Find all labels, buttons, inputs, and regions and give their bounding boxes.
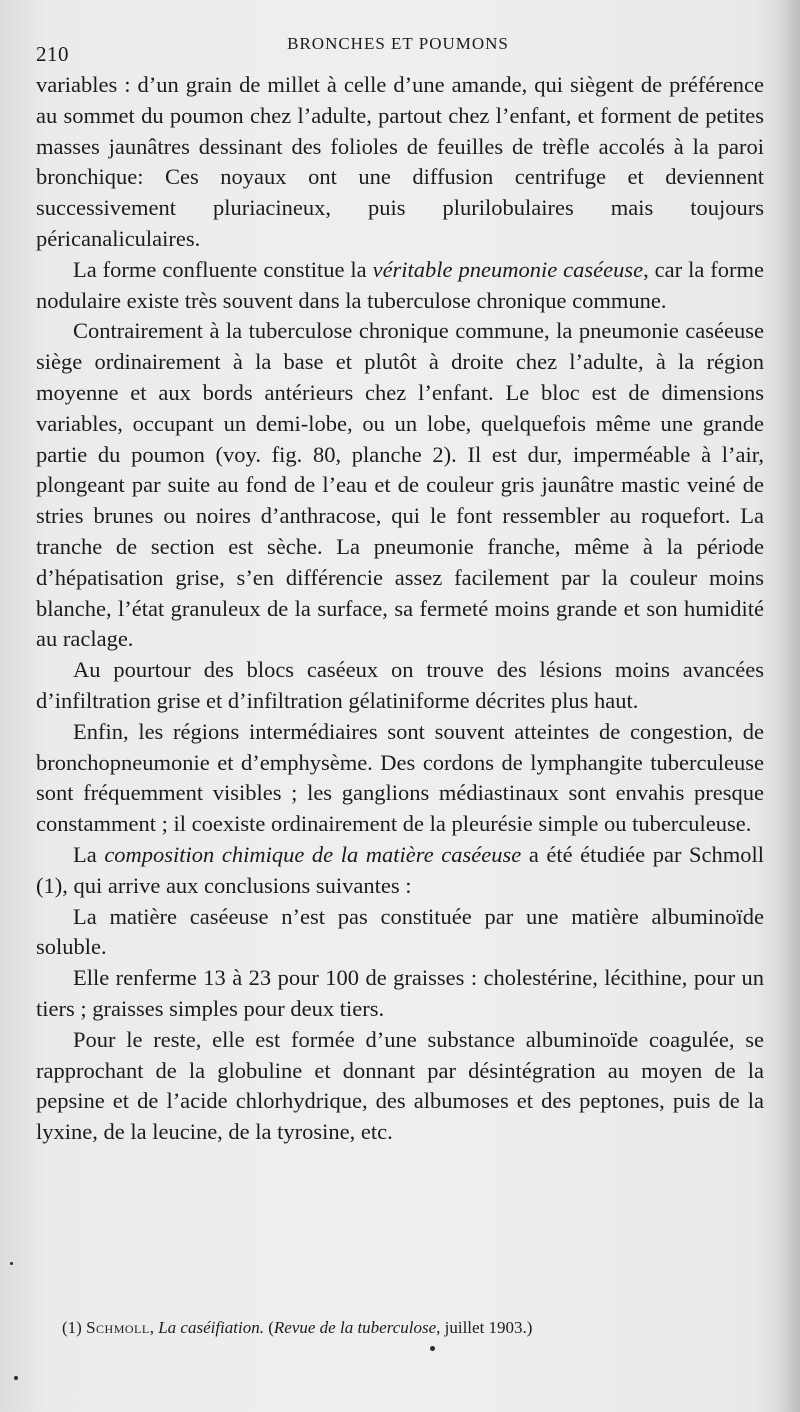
paragraph bbox=[36, 902, 764, 964]
paragraph bbox=[36, 655, 764, 717]
italic-text: Revue de la tuberculose bbox=[273, 1318, 437, 1337]
italic-text: composition chimique de la matière caséeuse bbox=[104, 841, 522, 867]
italic-text: La caséifiation. bbox=[158, 1318, 264, 1337]
text-run: variables : d’un grain de millet à celle d’une amande, qui siègent de préférence au sommet du poumon chez l’adulte, partout chez l’enfant, et forment de petites masses jaunâtres dessinant des folioles de feuilles de trèfle accolés à la paroi bronchique: Ces noyaux ont une diffusion centrifuge et deviennent successivement pluriacineux, puis plurilobulaires mais toujours péricanaliculaires. bbox=[36, 72, 764, 251]
paragraph bbox=[36, 316, 764, 655]
text-run: Elle renferme 13 à 23 pour 100 de graisses : cholestérine, lécithine, pour un tiers ; graisses simples pour deux tiers. bbox=[36, 965, 764, 1021]
running-head bbox=[36, 32, 760, 66]
text-run: Enfin, les régions intermédiaires sont souvent atteintes de congestion, de bronchopneumonie et d’emphysème. Des cordons de lymphangite tuberculeuse sont fréquemment visibles ; les ganglions médiastinaux sont envahis presque constamment ; il coexiste ordinairement de la pleurésie simple ou tuberculeuse. bbox=[36, 718, 764, 837]
text-run: Contrairement à la tuberculose chronique commune, la pneumonie caséeuse siège ordinairement à la base et plutôt à droite chez l’adulte, à la région moyenne et aux bords antérieurs chez l’enfant. Le bloc est de dimensions variables, occupant un demi-lobe, ou un lobe, quelquefois même une grande partie du poumon (voy. fig. 80, planche 2). Il est dur, imperméable à l’air, plongeant par suite au fond de l’eau et de couleur gris jaunâtre mastic veiné de stries brunes ou noires d’anthracose, qui le font ressembler au roquefort. La tranche de section est sèche. La pneumonie franche, même à la période d’hépatisation grise, s’en différencie assez facilement par la couleur moins blanche, l’état granuleux de la surface, sa fermeté moins grande et son humidité au raclage. bbox=[36, 318, 764, 652]
footnote bbox=[62, 1316, 762, 1340]
text-run: , car la forme nodulaire existe très souvent dans la tuberculose chronique commune. bbox=[36, 256, 764, 313]
text-run: La forme confluente constitue la bbox=[73, 256, 373, 282]
text-run: La matière caséeuse n’est pas constituée par une matière albuminoïde soluble. bbox=[36, 903, 764, 960]
text-run: Au pourtour des blocs caséeux on trouve des lésions moins avancées d’infiltration grise et d’infiltration gélatiniforme décrites plus haut. bbox=[36, 657, 764, 713]
paragraph bbox=[36, 1025, 764, 1148]
text-run: a été étudiée par Schmoll (1), qui arrive aux conclusions suivantes : bbox=[36, 841, 765, 898]
author-name: Schmoll bbox=[86, 1318, 150, 1337]
paragraph bbox=[36, 963, 764, 1025]
page-edge-shadow bbox=[778, 0, 800, 1412]
text-run: , bbox=[149, 1318, 159, 1337]
paragraph bbox=[36, 255, 764, 317]
text-run: La bbox=[73, 841, 105, 867]
italic-text: véritable pneumonie caséeuse bbox=[372, 256, 644, 282]
paragraph bbox=[36, 70, 764, 255]
page-number: 210 bbox=[36, 42, 69, 66]
body-text bbox=[36, 70, 764, 1148]
text-run: Pour le reste, elle est formée d’une substance albuminoïde coagulée, se rapprochant de la globuline et donnant par désintégration au moyen de la pepsine et de l’acide chlorhydrique, des albumoses et des peptones, puis de la lyxine, de la leucine, de la tyrosine, etc. bbox=[36, 1026, 764, 1145]
text-run: , juillet 1903.) bbox=[436, 1318, 533, 1337]
paragraph bbox=[36, 840, 764, 902]
running-title: BRONCHES ET POUMONS bbox=[287, 34, 509, 53]
ink-speck bbox=[14, 1376, 18, 1380]
text-run: (1) bbox=[62, 1318, 87, 1337]
ink-speck bbox=[430, 1346, 435, 1351]
paragraph bbox=[36, 717, 764, 840]
ink-speck bbox=[10, 1262, 13, 1265]
text-run: ( bbox=[263, 1318, 274, 1337]
